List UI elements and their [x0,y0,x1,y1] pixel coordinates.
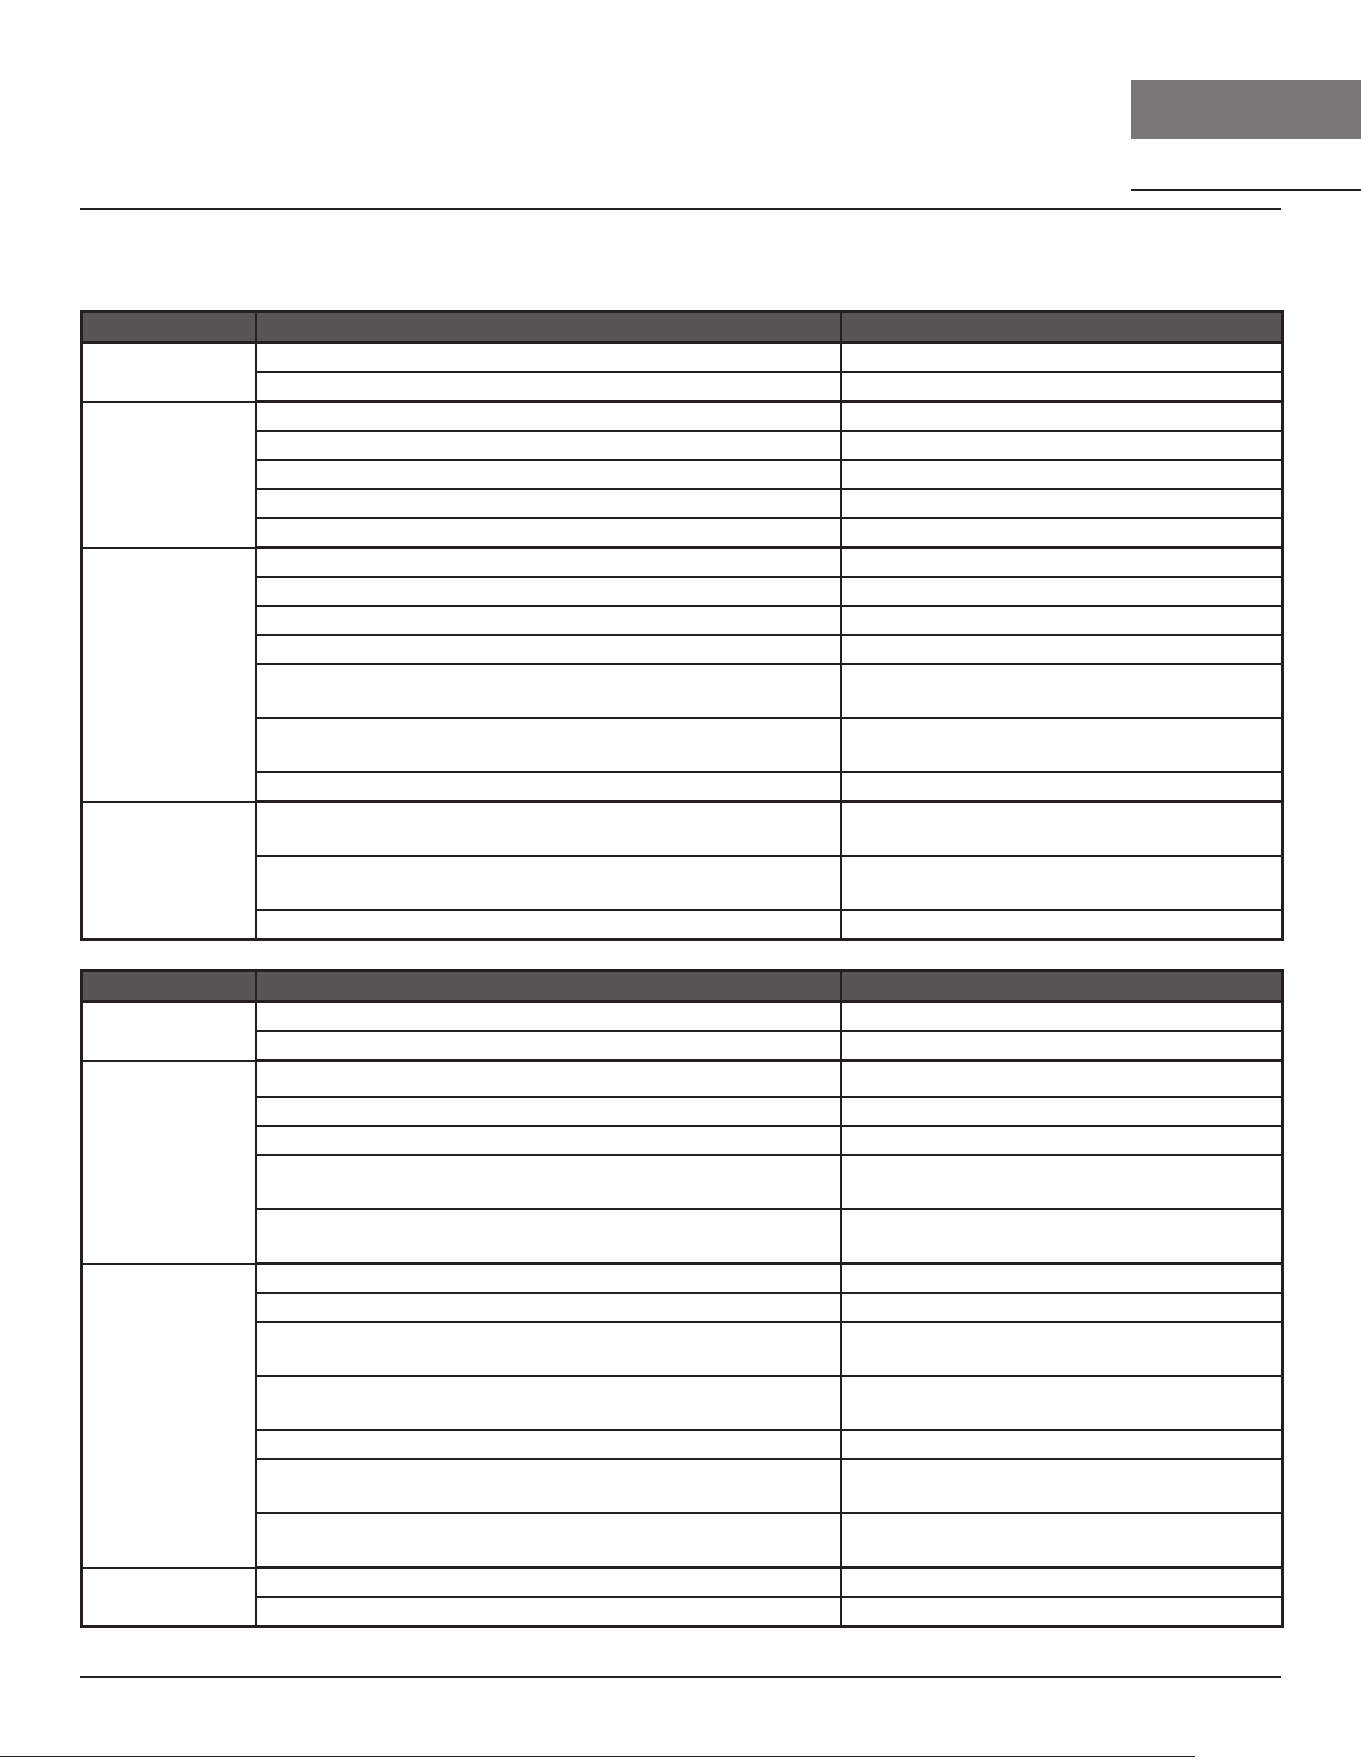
table-cell [841,635,1283,664]
table-cell [256,635,841,664]
table-row [82,1293,1283,1322]
table-cell [841,910,1283,940]
table-cell [256,1597,841,1627]
group-cell [82,343,256,402]
table-row [82,718,1283,772]
table-cell [256,1061,841,1098]
table-cell [841,772,1283,802]
table-row [82,1376,1283,1430]
table-row [82,577,1283,606]
table-cell [256,372,841,402]
table-cell [841,518,1283,548]
table-row [82,1597,1283,1627]
table-row [82,1322,1283,1376]
table-cell [256,802,841,857]
table-row [82,548,1283,578]
table-cell [256,1264,841,1294]
group-cell [82,1002,256,1061]
table-cell [256,1002,841,1032]
group-cell [82,1568,256,1627]
table-cell [256,489,841,518]
table-cell [841,431,1283,460]
table-cell [841,1097,1283,1126]
table-row [82,1459,1283,1513]
table-cell [841,1513,1283,1568]
table-row [82,635,1283,664]
table-cell [841,1209,1283,1264]
table-row [82,1126,1283,1155]
table-cell [256,1293,841,1322]
column-header [256,971,841,1002]
table-header-row [82,971,1283,1002]
table-cell [256,1568,841,1598]
column-header [82,312,256,343]
section-tab-underline [1131,189,1361,191]
table-row [82,1097,1283,1126]
table-cell [256,460,841,489]
table-cell [256,1126,841,1155]
table-row [82,518,1283,548]
table-cell [841,1155,1283,1209]
table-cell [256,718,841,772]
table-row [82,489,1283,518]
group-cell [82,402,256,548]
group-cell [82,1061,256,1264]
table-row [82,1155,1283,1209]
table-cell [841,802,1283,857]
table-cell [841,1376,1283,1430]
table-cell [841,402,1283,432]
table-cell [841,548,1283,578]
group-cell [82,802,256,940]
table-cell [256,1031,841,1061]
page-footer-rule [80,1676,1281,1678]
table-row [82,1002,1283,1032]
group-cell [82,548,256,802]
spec-table-2 [80,969,1284,1628]
column-header [841,312,1283,343]
table-cell [841,856,1283,910]
table-cell [841,372,1283,402]
column-header [841,971,1283,1002]
table-row [82,856,1283,910]
table-cell [841,1459,1283,1513]
table-cell [841,343,1283,373]
table-row [82,1513,1283,1568]
table-row [82,664,1283,718]
table-row [82,910,1283,940]
table-cell [256,1322,841,1376]
table-cell [256,431,841,460]
table-row [82,372,1283,402]
table-header-row [82,312,1283,343]
table-cell [841,460,1283,489]
table-cell [256,402,841,432]
page-header-rule [80,208,1281,210]
table-cell [256,1155,841,1209]
section-tab [1131,80,1361,139]
table-cell [841,1264,1283,1294]
table-cell [841,1031,1283,1061]
table-cell [256,1376,841,1430]
table-cell [256,1459,841,1513]
table-cell [841,1430,1283,1459]
table-row [82,1031,1283,1061]
table-cell [841,1293,1283,1322]
table-row [82,1264,1283,1294]
table-cell [256,1430,841,1459]
table-cell [256,772,841,802]
table-cell [256,343,841,373]
table-cell [256,1209,841,1264]
table-cell [841,1061,1283,1098]
table-cell [256,548,841,578]
table-row [82,1061,1283,1098]
table-cell [256,1513,841,1568]
table-cell [256,518,841,548]
column-header [256,312,841,343]
table-cell [841,1597,1283,1627]
page-edge-rule [0,1756,1195,1757]
table-cell [841,718,1283,772]
column-header [82,971,256,1002]
table-cell [841,577,1283,606]
table-cell [256,1097,841,1126]
table-row [82,402,1283,432]
table-row [82,606,1283,635]
table-row [82,460,1283,489]
table-row [82,802,1283,857]
group-cell [82,1264,256,1568]
table-cell [841,1322,1283,1376]
table-cell [841,489,1283,518]
table-row [82,772,1283,802]
table-cell [256,664,841,718]
table-row [82,1209,1283,1264]
table-cell [841,1126,1283,1155]
table-row [82,343,1283,373]
table-cell [841,1568,1283,1598]
table-cell [256,910,841,940]
table-cell [841,1002,1283,1032]
table-row [82,1430,1283,1459]
table-row [82,1568,1283,1598]
table-cell [841,606,1283,635]
table-cell [841,664,1283,718]
table-cell [256,577,841,606]
spec-table-1 [80,310,1284,941]
table-cell [256,856,841,910]
table-row [82,431,1283,460]
table-cell [256,606,841,635]
